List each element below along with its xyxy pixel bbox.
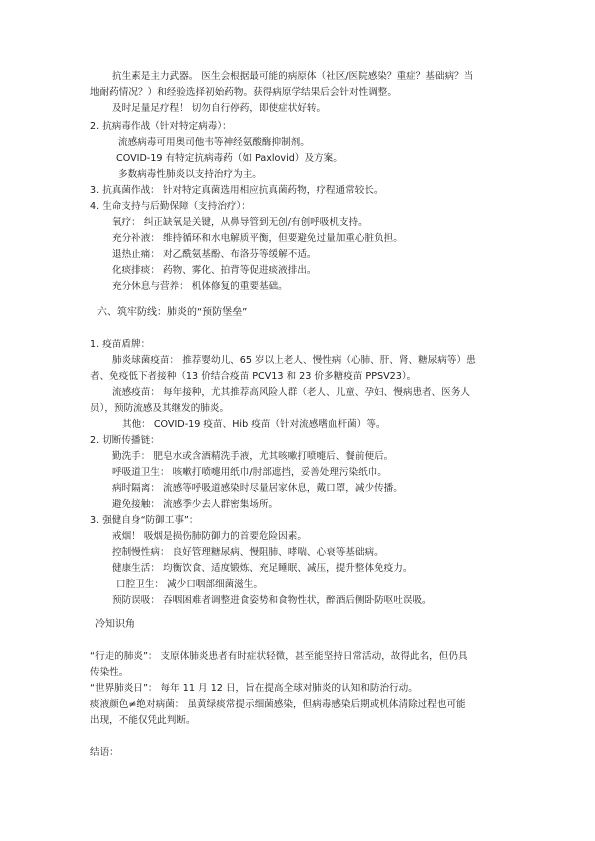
list-item: 健康生活： 均衡饮食、适度锻炼、充足睡眠、减压，提升整体免疫力。 [112, 563, 413, 574]
list-heading: 3. 抗真菌作战： 针对特定真菌选用相应抗真菌药物，疗程通常较长。 [90, 185, 384, 196]
list-item: 充分休息与营养： 机体修复的重要基础。 [112, 281, 288, 292]
list-item: 退热止痛： 对乙酰氨基酚、布洛芬等缓解不适。 [112, 249, 317, 260]
list-heading: 4. 生命支持与后勤保障（支持治疗）： [90, 201, 251, 212]
list-item: 流感疫苗： 每年接种，尤其推荐高风险人群（老人、儿童、孕妇、慢病患者、医务人 [112, 387, 471, 398]
paragraph-line: 痰液颜色≠绝对病菌： 虽黄绿痰常提示细菌感染，但病毒感染后期或机体清除过程也可能 [90, 699, 466, 710]
paragraph-line: “世界肺炎日”： 每年 11 月 12 日，旨在提高全球对肺炎的认知和防治行动。 [90, 683, 418, 694]
list-item: 戒烟！ 吸烟是损伤肺防御力的首要危险因素。 [112, 531, 307, 542]
paragraph-line: 出现，不能仅凭此判断。 [90, 715, 196, 726]
list-item: 化痰排痰： 药物、雾化、拍背等促进痰液排出。 [112, 265, 317, 276]
list-item: 口腔卫生： 减少口咽部细菌滋生。 [116, 579, 263, 590]
paragraph-line: 传染性。 [90, 667, 129, 678]
list-item: 员），预防流感及其继发的肺炎。 [90, 403, 230, 414]
paragraph-line: 及时足量足疗程！ 切勿自行停药，即使症状好转。 [112, 103, 327, 114]
section-title: 六、筑牢防线：肺炎的“预防堡垒” [97, 307, 248, 318]
list-item: 者、免疫低下者接种（13 价结合疫苗 PCV13 和 23 价多糖疫苗 PPSV23）。 [90, 371, 417, 382]
section-title: 冷知识角 [95, 619, 135, 630]
paragraph-line: “行走的肺炎”： 支原体肺炎患者有时症状轻微，甚至能坚持日常活动，故得此名，但仍具 [90, 651, 468, 662]
section-title: 结语： [90, 747, 119, 758]
list-item: 病时隔离： 流感等呼吸道感染时尽量居家休息，戴口罩，减少传播。 [112, 483, 403, 494]
paragraph-line: 地耐药情况？）和经验选择初始药物。获得病原学结果后会针对性调整。 [90, 87, 397, 98]
list-heading: 2. 切断传播链： [90, 435, 160, 446]
list-item: 流感病毒可用奥司他韦等神经氨酸酶抑制剂。 [118, 137, 310, 148]
list-item: 其他： COVID-19 疫苗、Hib 疫苗（针对流感嗜血杆菌）等。 [122, 419, 386, 430]
list-item: 避免接触： 流感季少去人群密集场所。 [112, 499, 279, 510]
list-item: 多数病毒性肺炎以支持治疗为主。 [118, 169, 262, 180]
list-item: COVID-19 有特定抗病毒药（如 Paxlovid）及方案。 [116, 153, 343, 164]
list-heading: 2. 抗病毒作战（针对特定病毒）： [90, 121, 232, 132]
list-item: 呼吸道卫生： 咳嗽打喷嚏用纸巾/肘部遮挡，妥善处理污染纸巾。 [112, 467, 387, 478]
list-item: 预防误吸： 吞咽困难者调整进食姿势和食物性状，醉酒后侧卧防呕吐误吸。 [112, 595, 432, 606]
list-item: 勤洗手： 肥皂水或含酒精洗手液，尤其咳嗽打喷嚏后、餐前便后。 [112, 451, 394, 462]
list-item: 充分补液： 维持循环和水电解质平衡，但要避免过量加重心脏负担。 [112, 233, 403, 244]
list-heading: 3. 强健自身“防御工事”： [90, 515, 199, 526]
list-heading: 1. 疫苗盾牌： [90, 339, 151, 350]
list-item: 氧疗： 纠正缺氧是关键，从鼻导管到无创/有创呼吸机支持。 [112, 217, 368, 228]
list-item: 控制慢性病： 良好管理糖尿病、慢阻肺、哮喘、心衰等基础病。 [112, 547, 384, 558]
paragraph-line: 抗生素是主力武器。 医生会根据最可能的病原体（社区/医院感染？重症？基础病？当 [112, 71, 474, 82]
list-item: 肺炎球菌疫苗： 推荐婴幼儿、65 岁以上老人、慢性病（心肺、肝、肾、糖尿病等）患 [112, 355, 476, 366]
